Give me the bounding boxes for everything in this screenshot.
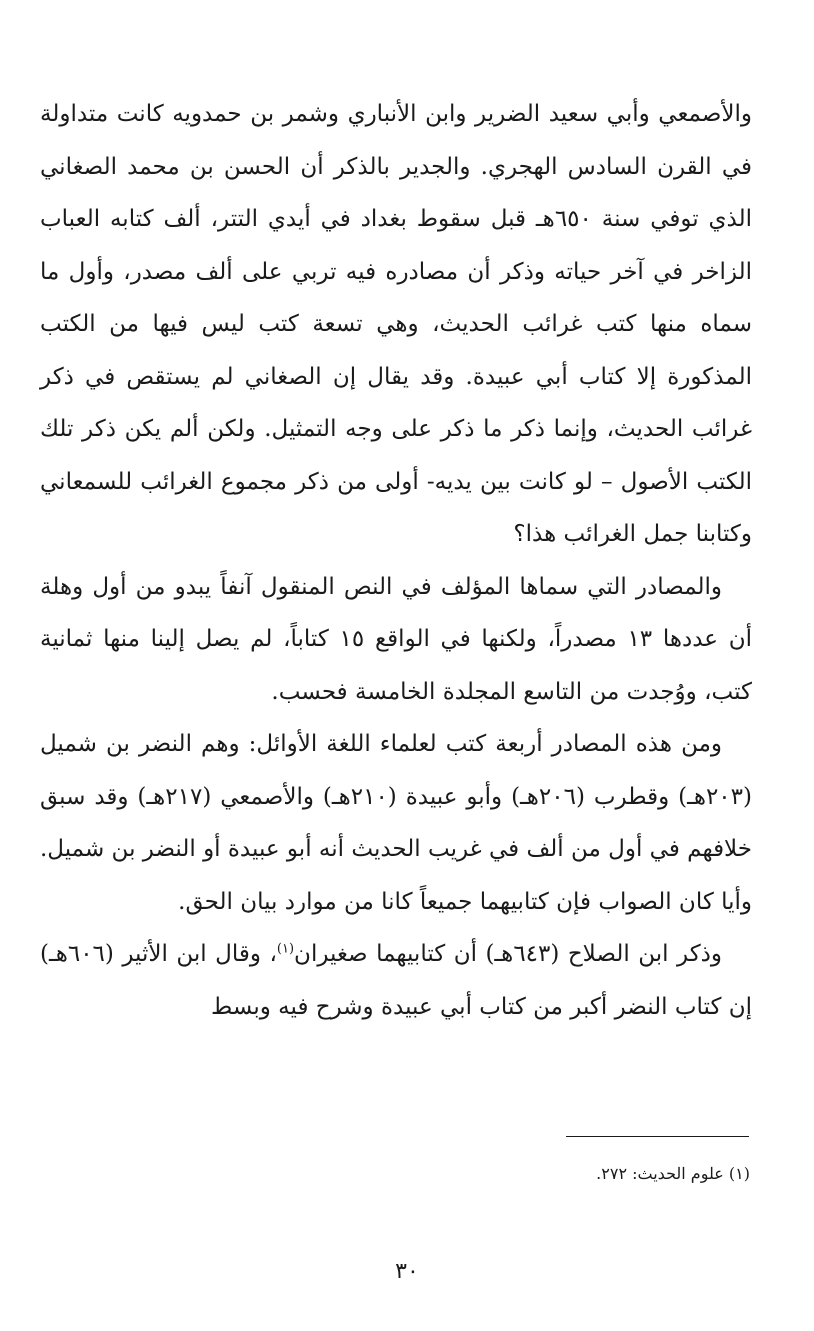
paragraph-4-end: ، وقال ابن الأثير (٦٠٦هـ) إن كتاب النضر أكبر من كتاب أبي عبيدة وشرح فيه وبسط bbox=[40, 941, 752, 1020]
footnote-reference: (١) bbox=[276, 941, 295, 957]
paragraph-3: ومن هذه المصادر أربعة كتب لعلماء اللغة الأوائل: وهم النضر بن شميل (٢٠٣هـ) وقطرب (٢٠٦هـ) وأبو عبيدة (٢١٠هـ) والأصمعي (٢١٧هـ) وقد سبق خلافهم في أول من ألف في غريب الحديث أنه أبو عبيدة أو النضر بن شميل. وأيا كان الصواب فإن كتابيهما جميعاً كانا من موارد بيان الحق. bbox=[40, 731, 752, 915]
page-number: ٣٠ bbox=[395, 1259, 419, 1284]
paragraph-1: والأصمعي وأبي سعيد الضرير وابن الأنباري وشمر بن حمدويه كانت متداولة في القرن السادس الهجري. والجدير بالذكر أن الحسن بن محمد الصغاني الذي توفي سنة ٦٥٠هـ قبل سقوط بغداد في أيدي التتر، ألف كتابه العباب الزاخر في آخر حياته وذكر أن مصادره فيه تربي على ألف مصدر، وأول ما سماه منها كتب غرائب الحديث، وهي تسعة كتب ليس فيها من الكتب المذكورة إلا كتاب أبي عبيدة. وقد يقال إن الصغاني لم يستقص في ذكر غرائب الحديث، وإنما ذكر ما ذكر على وجه التمثيل. ولكن ألم يكن ذكر تلك الكتب الأصول – لو كانت بين يديه- أولى من ذكر مجموع الغرائب للسمعاني وكتابنا جمل الغرائب هذا؟ bbox=[40, 101, 752, 547]
footnote-separator bbox=[566, 1136, 749, 1137]
main-text bbox=[40, 88, 752, 1033]
paragraph-4 bbox=[40, 928, 752, 1033]
paragraph-4-start: وذكر ابن الصلاح (٦٤٣هـ) أن كتابيهما صغيران bbox=[294, 941, 722, 967]
paragraph-2: والمصادر التي سماها المؤلف في النص المنقول آنفاً يبدو من أول وهلة أن عددها ١٣ مصدراً، ولكنها في الواقع ١٥ كتاباً، لم يصل إلينا منها ثمانية كتب، ووُجدت من التاسع المجلدة الخامسة فحسب. bbox=[40, 573, 753, 705]
footnote: (١) علوم الحديث: ٢٧٢. bbox=[596, 1164, 750, 1183]
